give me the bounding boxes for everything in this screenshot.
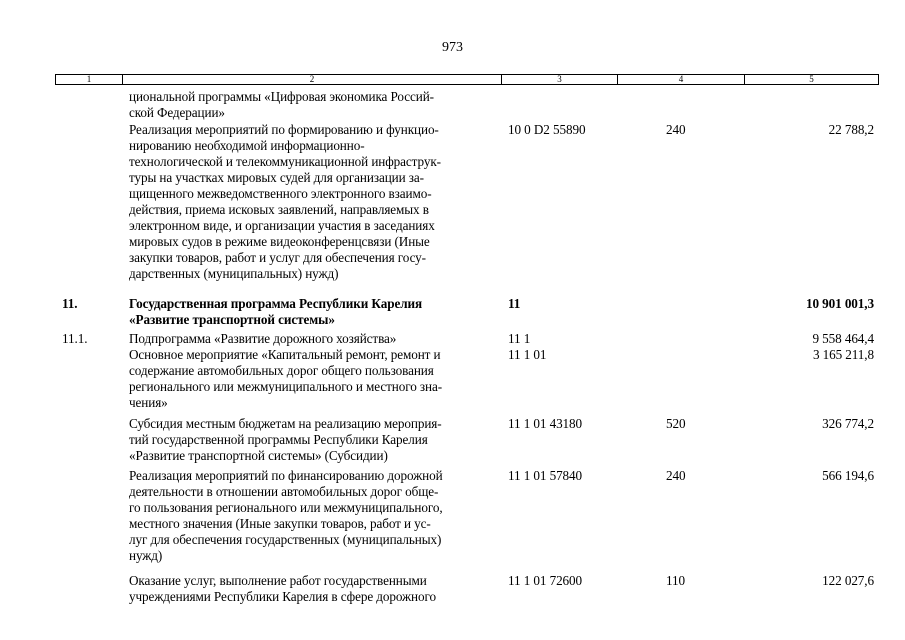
row-amount: 22 788,2 <box>828 122 874 137</box>
row-amount: 566 194,6 <box>822 468 874 483</box>
row-name-line: туры на участках мировых судей для организации за- <box>129 170 424 185</box>
row-name-line: деятельности в отношении автомобильных дорог обще- <box>129 484 439 499</box>
row-type: 520 <box>666 416 686 431</box>
row-name-line: нированию необходимой информационно- <box>129 138 365 153</box>
row-code: 11 1 01 72600 <box>508 573 583 588</box>
row-name-line: циональной программы «Цифровая экономика Россий- <box>129 89 434 104</box>
row-name-line: технологической и телекоммуникационной инфраструк- <box>129 154 441 169</box>
row-name-line: Субсидия местным бюджетам на реализацию мероприя- <box>129 416 442 431</box>
row-name-line: регионального или межмуниципального и местного зна- <box>129 379 442 394</box>
row-name-line: щищенного межведомственного электронного взаимо- <box>129 186 432 201</box>
row-name-line: нужд) <box>129 548 163 563</box>
row-name-line: электронном виде, и организации участия в заседаниях <box>129 218 435 233</box>
column-header-2: 2 <box>309 74 315 84</box>
row-name-line: го пользования регионального или межмуниципального, <box>129 500 443 515</box>
row-name-line: Оказание услуг, выполнение работ государственными <box>129 573 427 588</box>
row-code: 11 1 01 43180 <box>508 416 583 431</box>
row-name-line: тий государственной программы Республики Карелия <box>129 432 428 447</box>
row-name-line: дарственных (муниципальных) нужд) <box>129 266 339 281</box>
column-header-4: 4 <box>678 74 684 84</box>
column-header-1: 1 <box>86 74 92 84</box>
row-name-line: Государственная программа Республики Карелия <box>129 296 423 311</box>
row-amount: 9 558 464,4 <box>812 331 874 346</box>
row-type: 240 <box>666 122 686 137</box>
row-name-line: Основное мероприятие «Капитальный ремонт, ремонт и <box>129 347 441 362</box>
row-code: 11 1 01 57840 <box>508 468 583 483</box>
row-name-line: закупки товаров, работ и услуг для обеспечения госу- <box>129 250 426 265</box>
row-name-line: мировых судов в режиме видеоконференцсвязи (Иные <box>129 234 430 249</box>
row-name-line: «Развитие транспортной системы» (Субсидии) <box>129 448 388 463</box>
row-code: 11 <box>508 296 521 311</box>
row-name-line: учреждениями Республики Карелия в сфере дорожного <box>129 589 436 604</box>
row-code: 11 1 <box>508 331 531 346</box>
row-name-line: ской Федерации» <box>129 105 225 120</box>
row-code: 11 1 01 <box>508 347 547 362</box>
row-number: 11.1. <box>62 331 88 346</box>
row-name-line: содержание автомобильных дорог общего пользования <box>129 363 434 378</box>
column-header-5: 5 <box>809 74 814 84</box>
row-name-line: действия, приема исковых заявлений, направляемых в <box>129 202 429 217</box>
table-header <box>55 74 879 85</box>
row-amount: 326 774,2 <box>822 416 874 431</box>
row-name-line: «Развитие транспортной системы» <box>129 312 335 327</box>
row-name-line: местного значения (Иные закупки товаров, работ и ус- <box>129 516 431 531</box>
row-name-line: Реализация мероприятий по финансированию дорожной <box>129 468 443 483</box>
page-number: 973 <box>442 40 463 55</box>
row-type: 240 <box>666 468 686 483</box>
row-amount: 122 027,6 <box>822 573 874 588</box>
row-name-line: Подпрограмма «Развитие дорожного хозяйства» <box>129 331 397 346</box>
row-name-line: чения» <box>129 395 168 410</box>
row-type: 110 <box>666 573 685 588</box>
row-amount: 3 165 211,8 <box>812 347 874 362</box>
row-amount: 10 901 001,3 <box>805 296 874 311</box>
row-name-line: Реализация мероприятий по формированию и функцио- <box>129 122 439 137</box>
row-number: 11. <box>62 296 78 311</box>
column-header-3: 3 <box>557 74 562 84</box>
row-name-line: луг для обеспечения государственных (муниципальных) <box>129 532 442 547</box>
row-code: 10 0 D2 55890 <box>508 122 586 137</box>
